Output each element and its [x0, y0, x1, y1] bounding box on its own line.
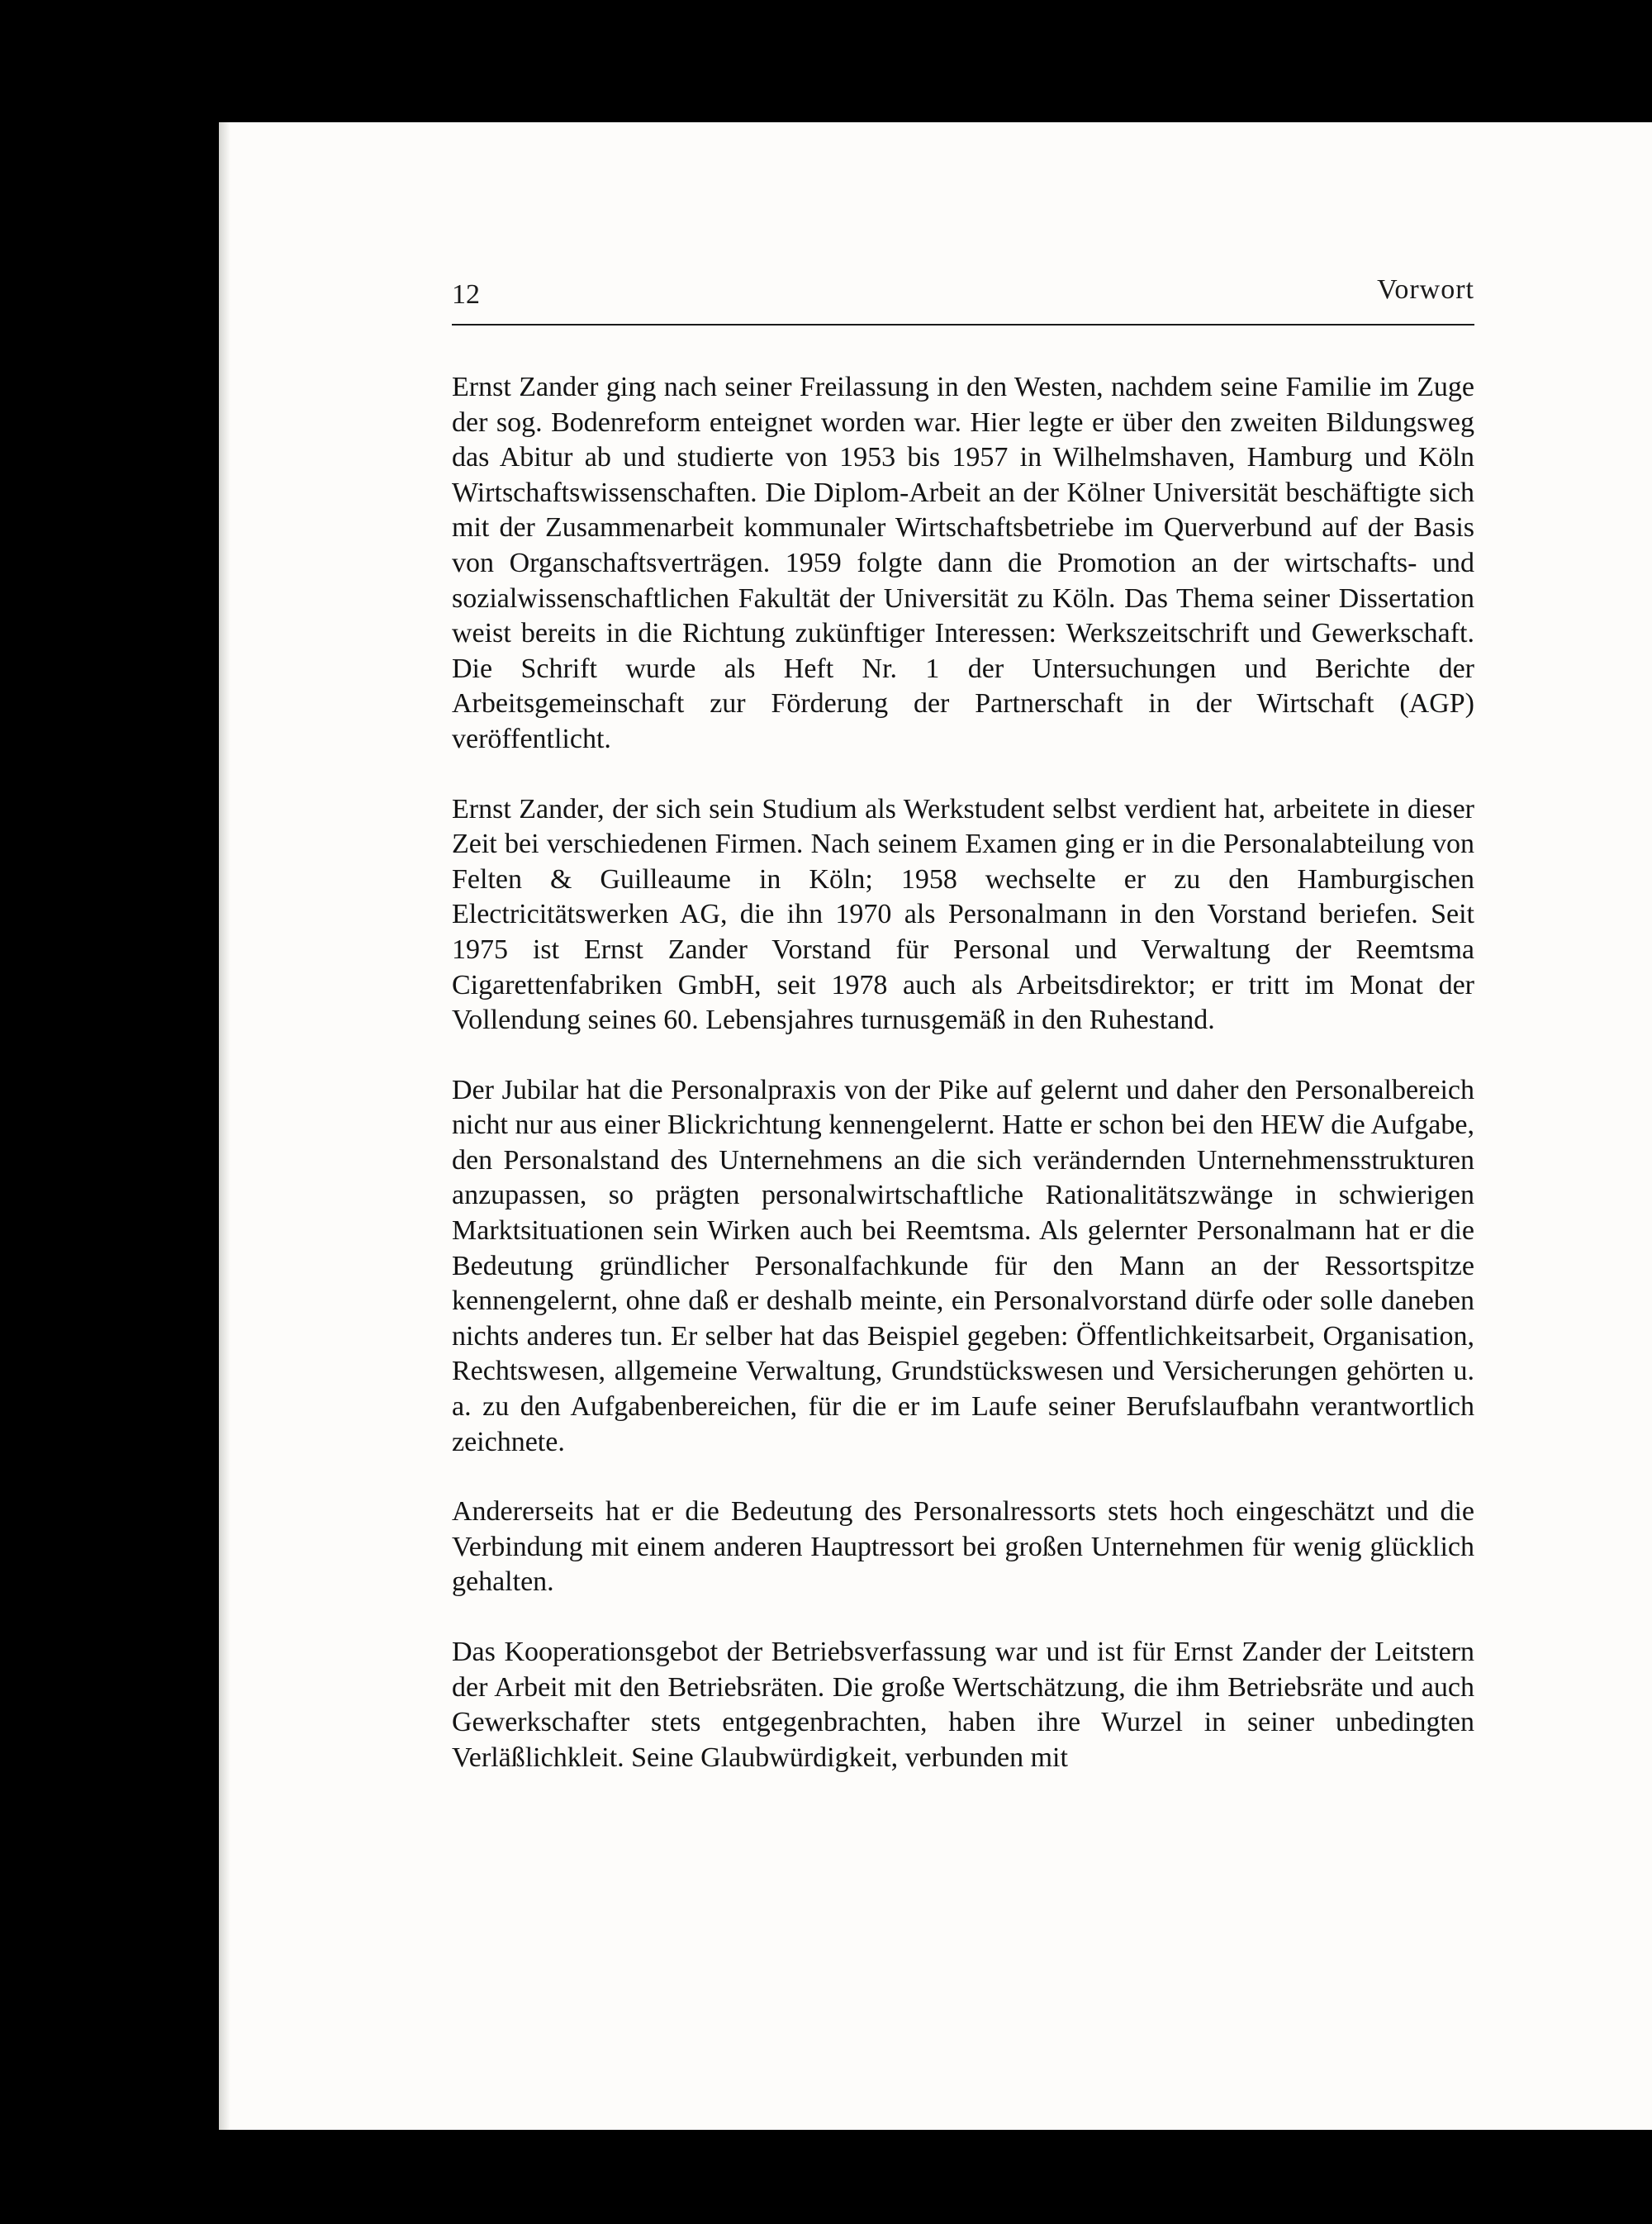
body-text: [452, 370, 1474, 1810]
paragraph-3: Der Jubilar hat die Personalpraxis von der Pike auf gelernt und daher den Personalbereich nicht nur aus einer Blickrichtung kennengelernt. Hatte er schon bei den HEW die Aufgabe, den Personalstand des Unternehmens an die sich verändernden Unternehmensstrukturen anzupassen, so prägten personalwirtschaftliche Rationalitätszwänge in schwierigen Marktsituationen sein Wirken auch bei Reemtsma. Als gelernter Personalmann hat er die Bedeutung gründlicher Personalfachkunde für den Mann an der Ressortspitze kennengelernt, ohne daß er deshalb meinte, ein Personalvorstand dürfe oder solle daneben nichts anderes tun. Er selber hat das Beispiel gegeben: Öffentlichkeitsarbeit, Organisation, Rechtswesen, allgemeine Verwaltung, Grundstückswesen und Versicherungen gehörten u. a. zu den Aufgabenbereichen, für die er im Laufe seiner Berufslaufbahn verantwortlich zeichnete.: [452, 1074, 1474, 1457]
header-rule: [452, 324, 1474, 326]
paragraph-5: Das Kooperationsgebot der Betriebsverfassung war und ist für Ernst Zander der Leitstern der Arbeit mit den Betriebsräten. Die große Wertschätzung, die ihm Betriebsräte und auch Gewerkschafter stets entgegenbrachten, haben ihre Wurzel in seiner unbedingten Verläßlichkleit. Seine Glaubwürdigkeit, verbunden mit: [452, 1637, 1474, 1773]
paragraph-4: Andererseits hat er die Bedeutung des Personalressorts stets hoch eingeschätzt und die Verbindung mit einem anderen Hauptressort bei großen Unternehmen für wenig glücklich gehalten.: [452, 1496, 1474, 1598]
paragraph-1: Ernst Zander ging nach seiner Freilassung in den Westen, nachdem seine Familie im Zuge der sog. Bodenreform enteignet worden war. Hier legte er über den zweiten Bildungsweg das Abitur ab und studierte von 1953 bis 1957 in Wilhelmshaven, Hamburg und Köln Wirtschaftswissenschaften. Die Diplom-Arbeit an der Kölner Universität beschäftigte sich mit der Zusammenarbeit kommunaler Wirtschaftsbetriebe im Querverbund auf der Basis von Organschaftsverträgen. 1959 folgte dann die Promotion an der wirtschafts- und sozialwissenschaftlichen Fakultät der Universität zu Köln. Das Thema seiner Dissertation weist bereits in die Richtung zukünftiger Interessen: Werkszeitschrift und Gewerkschaft. Die Schrift wurde als Heft Nr. 1 der Untersuchungen und Berichte der Arbeitsgemeinschaft zur Förderung der Partnerschaft in der Wirtschaft (AGP) veröffentlicht.: [452, 372, 1474, 754]
page-edge-shadow: [219, 122, 230, 2130]
page-number: 12: [452, 279, 480, 310]
page-header: [452, 274, 1474, 324]
paragraph-2: Ernst Zander, der sich sein Studium als Werkstudent selbst verdient hat, arbeitete in dieser Zeit bei verschiedenen Firmen. Nach seinem Examen ging er in die Personalabteilung von Felten & Guilleaume in Köln; 1958 wechselte er zu den Hamburgischen Electricitätswerken AG, die ihn 1970 als Personalmann in den Vorstand beriefen. Seit 1975 ist Ernst Zander Vorstand für Personal und Verwaltung der Reemtsma Cigarettenfabriken GmbH, seit 1978 auch als Arbeitsdirektor; er tritt im Monat der Vollendung seines 60. Lebensjahres turnusgemäß in den Ruhestand.: [452, 793, 1474, 1036]
running-title: Vorwort: [1377, 274, 1474, 305]
